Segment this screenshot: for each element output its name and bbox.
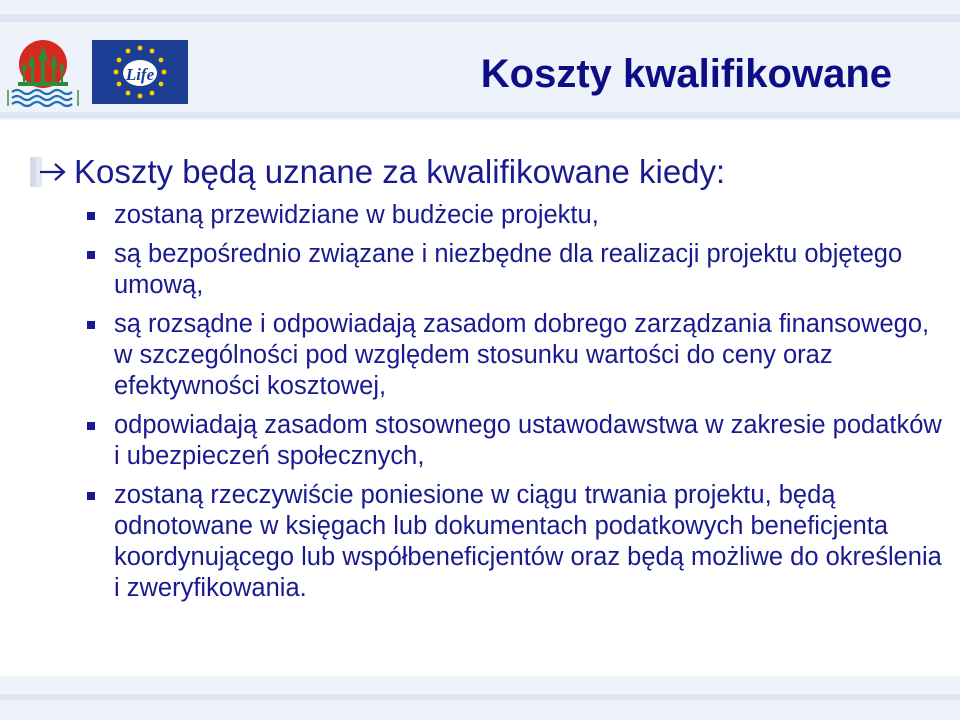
bullet-square-icon xyxy=(87,251,95,259)
bullet-square-icon xyxy=(87,492,95,500)
life-logo-text: Life xyxy=(125,65,155,84)
footer-band xyxy=(0,676,960,720)
list-item-text: są bezpośrednio związane i niezbędne dla realizacji projektu objętego umową, xyxy=(114,240,903,299)
list-item xyxy=(84,239,944,301)
list-item xyxy=(84,309,944,402)
heading-text: Koszty będą uznane za kwalifikowane kiedy: xyxy=(74,153,726,190)
list-item xyxy=(84,200,944,231)
list-item xyxy=(84,410,944,472)
bullet-square-icon xyxy=(87,422,95,430)
bullet-square-icon xyxy=(87,321,95,329)
list-item-text: zostaną rzeczywiście poniesione w ciągu trwania projektu, będą odnotowane w księgach lub dokumentach podatkowych beneficjenta koordynującego lub współbeneficjentów oraz będą możliwe do określenia i zweryfikowania. xyxy=(114,481,942,602)
eu-life-logo-icon xyxy=(92,40,188,104)
list-item-text: zostaną przewidziane w budżecie projektu, xyxy=(114,201,599,229)
list-item-text: są rozsądne i odpowiadają zasadom dobrego zarządzania finansowego, w szczególności pod względem stosunku wartości do ceny oraz efektywności kosztowej, xyxy=(114,310,930,400)
footer-stripe xyxy=(0,694,960,700)
header-separator xyxy=(0,120,960,136)
bullet-square-icon xyxy=(87,212,95,220)
list-item xyxy=(84,480,944,604)
ministry-tree-logo-icon xyxy=(4,38,82,108)
header-stripe xyxy=(0,14,960,22)
slide-title: Koszty kwalifikowane xyxy=(480,52,892,96)
section-heading xyxy=(30,152,725,192)
header-stripe xyxy=(0,112,960,118)
list-item-text: odpowiadają zasadom stosownego ustawodawstwa w zakresie podatków i ubezpieczeń społecznych, xyxy=(114,411,942,470)
arrow-right-icon xyxy=(30,155,68,189)
criteria-list xyxy=(84,200,944,612)
